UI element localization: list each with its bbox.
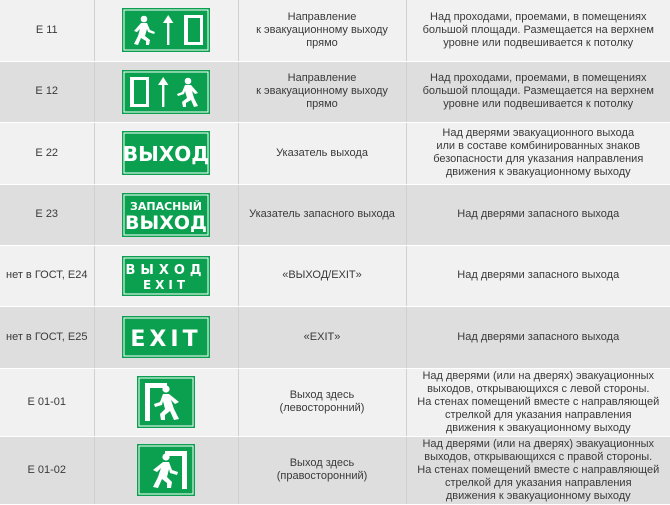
sign-placement: Над дверями запасного выхода <box>406 306 670 368</box>
emergency-exit-sign <box>122 193 210 237</box>
sign-description: Направление к эвакуационному выходу прямо <box>238 0 406 61</box>
sign-cell <box>94 0 238 61</box>
sign-placement: Над дверями (или на дверях) эвакуационных выходов, открывающихся с левой стороны. На стенах помещений вместе с направляющей стрелкой для указания направления движения к эвакуационному выходу <box>406 368 670 436</box>
exit-sign <box>122 131 210 175</box>
sign-placement: Над дверями запасного выхода <box>406 245 670 306</box>
table-row <box>0 368 670 436</box>
sign-description: Направление к эвакуационному выходу прямо <box>238 61 406 122</box>
door-arrow-up-running-man-icon <box>122 70 210 114</box>
emergency-exit-sign-text: ВЫХОД <box>125 211 207 234</box>
exit-english-sign <box>122 316 210 358</box>
exit-bilingual-sign-top-text: ВЫХОД <box>125 262 207 278</box>
sign-cell <box>94 368 238 436</box>
table-row <box>0 61 670 122</box>
sign-description: Указатель выхода <box>238 122 406 184</box>
sign-cell <box>94 306 238 368</box>
sign-placement: Над дверями (или на дверях) эвакуационных выходов, открывающихся с правой стороны. На стенах помещений вместе с направляющей стрелкой для указания направления движения к эвакуационному выходу <box>406 436 670 504</box>
sign-description: «ВЫХОД/EXIT» <box>238 245 406 306</box>
emergency-exit-sign-top-text: ЗАПАСНЫЙ <box>130 199 202 213</box>
sign-cell <box>94 245 238 306</box>
table-row <box>0 436 670 504</box>
table-row <box>0 122 670 184</box>
sign-cell <box>94 122 238 184</box>
sign-placement: Над проходами, проемами, в помещениях большой площади. Размещается на верхнем уровне или подвешивается к потолку <box>406 0 670 61</box>
sign-description: Выход здесь (левосторонний) <box>238 368 406 436</box>
running-man-exit-left-icon <box>137 376 195 428</box>
table-row <box>0 0 670 61</box>
exit-english-sign-text: EXIT <box>130 327 202 352</box>
sign-cell <box>94 184 238 245</box>
table-row <box>0 306 670 368</box>
sign-code: Е 01-01 <box>0 368 94 436</box>
sign-code: Е 22 <box>0 122 94 184</box>
running-man-arrow-up-door-icon <box>122 8 210 52</box>
sign-cell <box>94 61 238 122</box>
exit-bilingual-sign <box>122 256 210 296</box>
exit-bilingual-sign-text: EXIT <box>142 277 190 292</box>
sign-placement: Над проходами, проемами, в помещениях большой площади. Размещается на верхнем уровне или подвешивается к потолку <box>406 61 670 122</box>
sign-description: «EXIT» <box>238 306 406 368</box>
sign-description: Указатель запасного выхода <box>238 184 406 245</box>
sign-description: Выход здесь (правосторонний) <box>238 436 406 504</box>
table-row <box>0 245 670 306</box>
sign-code: Е 12 <box>0 61 94 122</box>
sign-code: Е 01-02 <box>0 436 94 504</box>
sign-code: Е 11 <box>0 0 94 61</box>
running-man-exit-right-icon <box>137 444 195 496</box>
sign-placement: Над дверями запасного выхода <box>406 184 670 245</box>
sign-code: нет в ГОСТ, Е25 <box>0 306 94 368</box>
sign-code: нет в ГОСТ, Е24 <box>0 245 94 306</box>
sign-cell <box>94 436 238 504</box>
table-row <box>0 184 670 245</box>
sign-code: Е 23 <box>0 184 94 245</box>
sign-placement: Над дверями эвакуационного выхода или в составе комбинированных знаков безопасности для указания направления движения к эвакуационному выходу <box>406 122 670 184</box>
exit-sign-text: ВЫХОД <box>122 142 210 166</box>
